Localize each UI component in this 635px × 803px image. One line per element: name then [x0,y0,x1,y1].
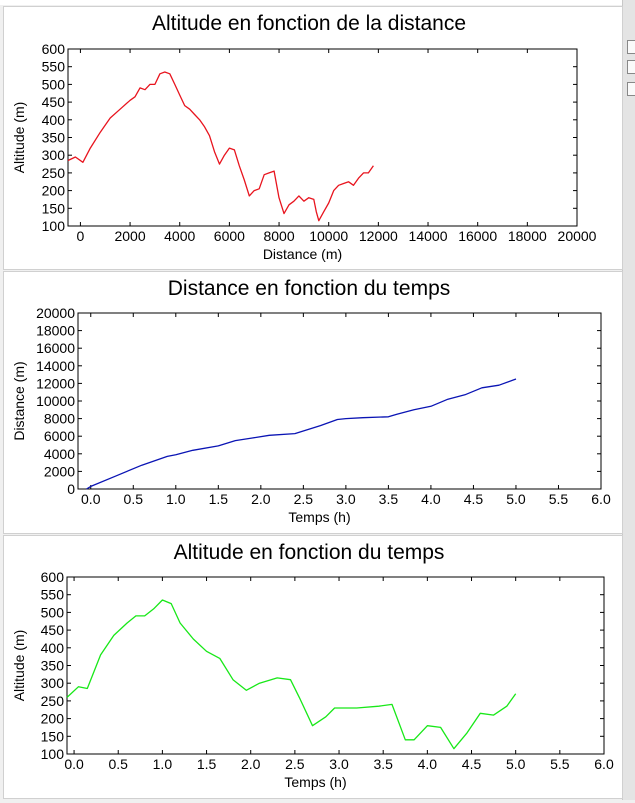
y-tick-label: 350 [40,657,64,674]
x-tick-label: 3.5 [378,491,399,507]
y-tick-label: 14000 [36,357,75,374]
x-tick-label: 0.0 [64,756,84,772]
y-tick-label: 16000 [36,340,75,357]
chart-title: Altitude en fonction du temps [173,541,445,564]
x-tick-label: 8000 [263,228,295,244]
x-tick-label: 0.5 [123,491,144,507]
x-tick-label: 5.5 [548,491,569,507]
y-tick-label: 150 [41,200,65,217]
x-tick-label: 2.0 [251,491,271,507]
y-tick-label: 450 [41,94,65,111]
y-tick-label: 20000 [36,305,75,321]
y-axis-label: Altitude (m) [11,101,27,174]
x-tick-label: 1.0 [166,491,186,507]
x-axis-label: Distance (m) [262,246,343,262]
x-tick-label: 2000 [114,228,146,244]
x-tick-label: 5.5 [550,756,570,772]
x-tick-label: 3.5 [373,756,393,772]
x-tick-label: 4.5 [463,491,484,507]
x-tick-label: 4000 [164,228,196,244]
y-tick-label: 2000 [43,463,75,480]
y-tick-label: 450 [40,622,64,639]
y-tick-label: 400 [41,111,65,128]
x-tick-label: 12000 [358,228,398,244]
plot-area [67,577,604,754]
x-axis-label: Temps (h) [284,774,347,790]
x-tick-label: 2.5 [293,491,314,507]
x-tick-label: 3.0 [336,491,356,507]
y-tick-label: 10000 [36,393,75,409]
x-axis-label: Temps (h) [288,509,351,525]
y-tick-label: 300 [40,675,64,692]
y-tick-label: 200 [41,182,65,199]
chart-altitude-distance [4,7,622,269]
x-tick-label: 18000 [507,228,547,244]
x-tick-label: 1.5 [208,491,229,507]
x-tick-label: 6.0 [591,491,611,507]
x-tick-label: 2.5 [285,756,305,772]
y-tick-label: 0 [67,481,75,497]
window-top-strip [0,0,635,5]
x-tick-label: 10000 [309,228,349,244]
x-tick-label: 0 [76,228,85,244]
chart-panel-altitude-temps [3,535,623,799]
x-tick-label: 2.0 [240,756,261,772]
x-tick-label: 1.5 [196,756,217,772]
x-tick-label: 6.0 [594,756,614,772]
y-axis-label: Distance (m) [11,361,27,441]
x-tick-label: 4.0 [417,756,438,772]
x-tick-label: 16000 [458,228,498,244]
x-tick-label: 1.0 [152,756,173,772]
scrollbar[interactable] [622,0,635,800]
x-tick-label: 14000 [408,228,448,244]
y-tick-label: 550 [41,58,65,75]
y-tick-label: 6000 [43,428,75,445]
y-tick-label: 100 [41,218,65,234]
y-tick-label: 500 [40,604,64,621]
x-tick-label: 5.0 [506,491,526,507]
x-tick-label: 0.5 [108,756,128,772]
y-tick-label: 18000 [36,322,75,339]
y-tick-label: 600 [40,569,64,585]
y-tick-label: 550 [40,586,64,603]
y-tick-label: 12000 [36,375,75,392]
chart-distance-temps [4,272,622,533]
plot-area [78,313,601,489]
plot-area [68,49,577,226]
x-tick-label: 5.0 [505,756,526,772]
y-axis-label: Altitude (m) [11,629,27,702]
x-tick-label: 0.0 [81,491,101,507]
scrollbar-nub[interactable] [627,60,635,74]
y-tick-label: 8000 [43,410,75,427]
scrollbar-nub[interactable] [627,40,635,54]
chart-altitude-temps [4,536,622,798]
chart-panel-altitude-distance [3,6,623,270]
y-tick-label: 4000 [43,445,75,462]
x-tick-label: 20000 [557,228,597,244]
y-tick-label: 350 [41,129,65,146]
y-tick-label: 400 [40,639,64,656]
y-tick-label: 150 [40,728,64,745]
y-tick-label: 250 [41,164,65,181]
y-tick-label: 250 [40,692,64,709]
y-tick-label: 600 [41,41,65,57]
y-tick-label: 300 [41,147,65,164]
chart-panel-distance-temps [3,271,623,534]
chart-title: Distance en fonction du temps [167,277,451,300]
x-tick-label: 4.5 [461,756,482,772]
x-tick-label: 3.0 [329,756,349,772]
scrollbar-nub[interactable] [627,82,635,96]
y-tick-label: 500 [41,76,65,93]
chart-title: Altitude en fonction de la distance [151,12,467,35]
x-tick-label: 6000 [213,228,245,244]
x-tick-label: 4.0 [421,491,441,507]
y-tick-label: 100 [40,746,64,762]
y-tick-label: 200 [40,710,64,727]
